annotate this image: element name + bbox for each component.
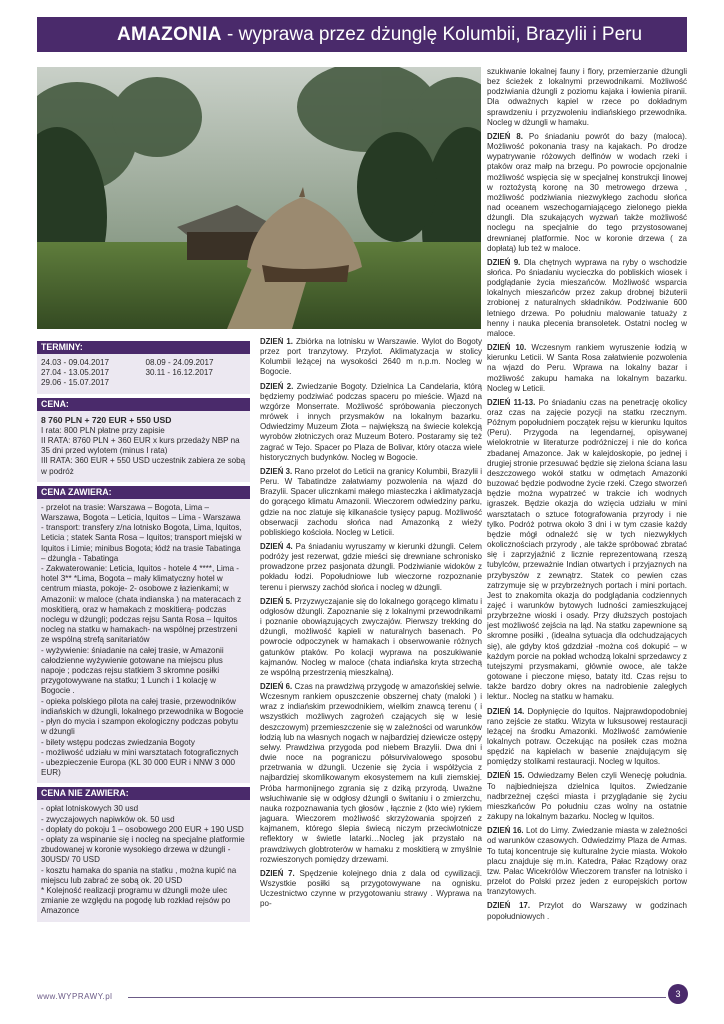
- day-label: DZIEŃ 17.: [487, 901, 530, 911]
- day-text: Dopłynięcie do Iquitos. Najprawdopodobniej rano zejście ze statku. Wizyta w luksusowej restauracji leżącej na środku Amazonki. Możliwość zamówienie lokalnych potraw. Oczekując na posiłek czas można spędzić na kąpielach w basenie znajdującym się pomiędzy stolikami restauracji. Nocleg w Iquitos.: [487, 706, 687, 767]
- day-paragraph: [487, 67, 687, 128]
- day-label: DZIEŃ 7.: [260, 868, 295, 878]
- page-header: [37, 17, 687, 52]
- day-label: DZIEŃ 9.: [487, 257, 521, 267]
- day-paragraph: [260, 337, 482, 378]
- day-text: Przyzwyczajanie się do lokalnego gorącego klimatu i odgłosów dżungli. Zapoznanie się z lokalnymi przewodnikami i poznanie obowiązujących zwyczajów. Pierwszy trekking do dżungli, możliwość kąpieli w naturalnych basenach. Po powrocie odpoczynek w hamakach i obserwowanie różnych gatunków ptaków. Po kolacji wyprawa na poszukiwanie kajmanów. Nocleg w maloce (chata indiańska kryta strzechą ze wspólną przestrzenią mieszkalną).: [260, 596, 482, 677]
- nie-zawiera-list: [37, 800, 250, 921]
- day-label: DZIEŃ 2.: [260, 381, 294, 391]
- date-item: 08.09 - 24.09.2017: [145, 358, 214, 367]
- day-text: Odwiedzamy Belen czyli Wenecję południa. To najbiedniejsza dzielnica Iquitos. Zwiedzanie nadbrzeżnej części miasta i przyglądanie się życiu mieszkańców Po południu czas wolny na ostatnie zakupy na lokalnym bazarku. Nocleg w Iquitos.: [487, 771, 687, 822]
- day-paragraph: [260, 597, 482, 678]
- day-label: DZIEŃ 3.: [260, 466, 293, 476]
- zawiera-list: [37, 499, 250, 783]
- day-label: DZIEŃ 11-13.: [487, 397, 536, 407]
- day-paragraph: [260, 382, 482, 463]
- list-item: - Zakwaterowanie: Leticia, Iquitos - hotele 4 ****, Lima - hotel 3** *Lima, Bogota – mały klimatyczny hotel w centrum miasta, pokoje- 2- osobowe z łazienkami; w Amazonii: w maloce (chata indianska ) na materacach z moskitierą, oraz w hamakach z moskitierą- podczas noclegu w dżungli; podczas rejsu Santa Rosa – Iquitos nocleg na statku w hamakach- na wspólnej przestrzeni ze wspólną strefą sanitariatów: [41, 564, 242, 645]
- day-text: Czas na prawdziwą przygodę w amazońskiej selwie. Wczesnym rankiem opuszczenie obszernej chaty (maloki ) i wraz z indiańskim przewodnikiem, wielkim znawcą terenu ( i wszystkich możliwych zagrożeń czających się w lesie deszczowym) przemieszczenie się w zależności od warunków łodzią lub na własnych nogach w najbardziej dziewicze ostępy selwy. Prawdziwa przygoda pod niebem Brazylii. Dwa dni i dwie noce na pograniczu półsurvivalowego sposobu przetrwania w dżungli. Uczenie się życia i współżycia z najbardziej skomlikowanym ekosystemem na kuli ziemskiej. Próba harmonijnego zgrania się z dziką przyrodą. Uważne wsłuchiwanie się w odgłosy dżungli o świtaniu i o zmierzchu, nauka rozpoznawania tych głosów , łącznie z (kto wie) rykiem jaguara. Wieczorem możliwość skrzyżowania spojrzeń z kajmanem, którego ślepia świecą niczym przeciwlotnicze reflektory w świetle latarki…Nocleg jak przystało na prawdziwych globtroterów w hamaku z moskitierą w zmyślnie rozwieszonych pomiędzy drzewami.: [260, 682, 482, 864]
- date-item: 30.11 - 16.12.2017: [145, 368, 213, 378]
- dates-left-column: [41, 358, 142, 389]
- day-label: DZIEŃ 10.: [487, 343, 527, 353]
- list-item: * Kolejność realizacji programu w dżungli może ulec zmianie ze względu na pogodę lub rozkład rejsów po Amazonce: [41, 885, 231, 916]
- footer-site[interactable]: www.WYPRAWY.pl: [37, 992, 113, 1001]
- date-item: 24.03 - 09.04.2017: [41, 358, 109, 367]
- day-label: DZIEŃ 4.: [260, 541, 293, 551]
- day-label: DZIEŃ 15.: [487, 771, 525, 781]
- list-item: - transport: transfery z/na lotnisko Bogota, Lima, Iquitos, Leticia ; statek Santa Rosa – Iquitos; transport miejski w Iquitos i Limie; minibus Bogota; łódź na trasie Tabatinga – dżungla - Tabatinga: [41, 523, 242, 563]
- list-item: - możliwość udziału w mini warsztatach fotograficznych: [41, 747, 239, 757]
- price-box: [37, 411, 250, 482]
- day-paragraph: [260, 542, 482, 593]
- dates-right-column: [146, 358, 247, 389]
- footer-divider: [128, 997, 666, 998]
- list-item: - bilety wstępu podczas zwiedzania Bogoty: [41, 737, 195, 747]
- day-text: Zwiedzanie Bogoty. Dzielnica La Candelaria, którą będziemy podziwiać podczas spaceru po mieście. Wjazd na wzgórze Monserrate. Możliwość spróbowania pieczonych mrówek i innych przysmaków na lokalnym bazarku. Odwiedzimy Muzeum Złota – największą na świecie kolekcją wyrobów złotniczych oraz Muzeum Botero. Postaramy się też zagrać w Tejo. Spacer po Plaza de Bolivar, który otacza wiele historycznych budynków. Nocleg w Bogocie.: [260, 381, 482, 462]
- day-paragraph: [260, 682, 482, 865]
- jungle-maloca-photo: [37, 67, 481, 329]
- day-label: DZIEŃ 5.: [260, 596, 293, 606]
- day-text: Spędzenie kolejnego dnia z dala od cywilizacji. Wszystkie posiłki są przygotowywane na ognisku. Uczestnictwo czynne w przygotowaniu strawy . Wyprawa na po-: [260, 868, 482, 909]
- day-paragraph: [487, 258, 687, 339]
- dates-box: [37, 354, 250, 394]
- list-item: - opieka polskiego pilota na całej trasie, przewodników indiańskich w dżungli, lokalnego przewodnika w Bogocie: [41, 696, 244, 716]
- day-text: Dla chętnych wyprawa na ryby o wschodzie słońca. Po śniadaniu wycieczka do pobliskich wiosek i podglądanie życia mieszańców. Możliwość wsparcia lokalnych mieszańców przez zakup drobnej biżuterii zrobionej z naturalnych składników. Podziwanie 600 letniego drzewa. Po południu malowanie tatuaży z henny i nauka plecenia bransoletek. Ostatni nocleg w maloce.: [487, 257, 687, 338]
- day-label: DZIEŃ 16.: [487, 826, 524, 836]
- page-number: 3: [668, 984, 688, 1004]
- day-text: Po śniadaniu powrót do bazy (maloca). Możliwość pokonania trasy na kajakach. Po drodze wypatrywanie różowych delfinów w wodach rzeki i ptaków oraz małp na brzegu. Po powrocie opcjonalnie możliwość wspięcia się w specjalnej konstrukcji linowej w roztożystą koronę na 30 metrowego drzewa , możliwość podziwiania niezwykłego zachodu słońca nad oceanem wszechogarniającego zielonego piekła dżungli. Dla szukających wyzwań także możliwość noclegu na specjalnie do tego przystosowanej drewnianej platformie. Noc w koronie drzewa ( za dopłatą) lub też w maloce.: [487, 131, 687, 253]
- day-text: Przylot do Warszawy w godzinach popołudniowych .: [487, 901, 687, 921]
- date-item: 29.06 - 15.07.2017: [41, 378, 109, 388]
- price-main: 8 760 PLN + 720 EUR + 550 USD: [41, 414, 172, 425]
- list-item: - ubezpieczenie Europa (KL 30 000 EUR i NNW 3 000 EUR): [41, 757, 236, 778]
- list-item: - zwyczajowych napiwków ok. 50 usd: [41, 814, 175, 824]
- list-item: - opłaty za wspinanie się i nocleg na specjalne platformie zbudowanej w koronie wysokiego drzewa w dżungli - 30USD/ 70 USD: [41, 834, 245, 865]
- itinerary-column-1: [260, 337, 482, 992]
- price-line: II RATA: 8760 PLN + 360 EUR x kurs przedaży NBP na 35 dni przed wylotem (minus I rata): [41, 436, 240, 456]
- zawiera-heading: CENA ZAWIERA:: [37, 486, 250, 499]
- cena-heading: CENA:: [37, 398, 250, 411]
- day-paragraph: [487, 398, 687, 703]
- day-paragraph: [487, 771, 687, 822]
- price-line: I rata: 800 PLN płatne przy zapisie: [41, 425, 165, 435]
- title-bold: AMAZONIA: [117, 24, 222, 45]
- title-rest: - wyprawa przez dżunglę Kolumbii, Brazylii i Peru: [221, 24, 643, 45]
- itinerary-column-2: [487, 67, 687, 992]
- price-line: III RATA: 360 EUR + 550 USD uczestnik zabiera ze sobą w podróż: [41, 456, 246, 476]
- list-item: - wyżywienie: śniadanie na całej trasie, w Amazonii całodzienne wyżywienie gotowane na miejscu plus napoje ; podczas rejsu statkiem 3 skromne posiłki przygotowywane na statku; 1 Lunch i 1 kolację w Bogocie .: [41, 645, 224, 696]
- day-label: DZIEŃ 1.: [260, 337, 293, 346]
- day-text: Pa śniadaniu wyruszamy w kierunki dżungli. Celem podróży jest rezerwat, gdzie mieści się drewniane schronisko prowadzone przez pasjonata dżungli. Podziwianie widoków z pokładu łodzi. Popołudniowe lub wieczorne rozpoznanie terenu i pierwszy zachód słońca i nocleg w dżungli.: [260, 541, 482, 592]
- day-text: Zbiórka na lotnisku w Warszawie. Wylot do Bogoty przez port tranzytowy. Przylot. Aklimatyzacja w stolicy Kolumbii leżącej na wysokości 2640 m n.p.m. Nocleg w Bogocie.: [260, 337, 482, 377]
- terminy-heading: TERMINY:: [37, 341, 250, 354]
- day-label: DZIEŃ 6.: [260, 682, 293, 691]
- list-item: - dopłaty do pokoju 1 – osobowego 200 EUR + 190 USD: [41, 824, 244, 834]
- day-paragraph: [487, 132, 687, 254]
- nie-zawiera-heading: CENA NIE ZAWIERA:: [37, 787, 250, 800]
- day-paragraph: [487, 826, 687, 897]
- day-text: Rano przelot do Leticii na granicy Kolumbii, Brazylii i Peru. W Tabatindze załatwiamy pozwolenia na wjazd do Brazylii. Spacer ulicznkami małego miasteczka i aklimatyzacja do gorącego klimatu Amazonii. Wieczorem odwiedziny parku, gdzie na noc zlatuje się kilkanaście tysięcy papug. Możliwość obserwacji zachodu słońca nad Amazonką z wieży pobliskiego kościoła. Nocleg w Leticii.: [260, 466, 482, 537]
- list-item: - płyn do mycia i szampon ekologiczny podczas pobytu w dżungli: [41, 717, 239, 737]
- day-paragraph: [260, 467, 482, 538]
- day-label: DZIEŃ 8.: [487, 131, 523, 141]
- day-text: Po śniadaniu czas na penetrację okolicy oraz czas na zajęcie pozycji na statku rzecznym. Późnym popołudniem początek rejsu w kierunku Iquitos (Peru). Przygoda na legendarnej, opisywanej wielokrotnie w literaturze podróżniczej i nie do końca zbadanej Amazonce. Jak w kalejdoskopie, po jednej i drugiej stronie przesuwać będzie się zielona ściana lasu deszczowego wokół statku w odmętach Amazonki buzować będzie podwodne życie rzeki. Czego stworzeń będzie można wypatrzeć w trakcie ich wodnych igraszek. Będzie okazja do wzięcia udziału w mini warsztatach o sztuce fotografowania przyrody i nie tylko. Podróż potrwa około 3 dni i w tym czasie każdy będzie mógł odnaleźć się w tych niezwykłych okolicznościach przyrody , ale także spróbować zbratać się i zaprzyjaźnić z licznie reprezentowaną rzeszą tubylców, przeważnie Indian otwartych i przyjaznych na przybyszów z zewnątrz. Statek co pewien czas zatrzymuje się w przybrzeżnych portach i mini portach. Jest to znakomita okazja do podglądania codziennych zajęć i warunków bytowych ludności zamieszkującej przybrzeżne wioski i osady. Przy dłuższych postojach jest możliwość zejścia na ląd. Na statku zapewnione są skromne posiłki , (idealna sytuacja dla odchudzających się), ale gdyby ktoś gdzdział -można coś dokupić – w każdym porcie na pokład wchodzą lokalni sprzedawcy z tutejszymi przysmakami, głównie owoce, ale także gotowane i pieczone mięso, bataty itd. Czas rejsu to także bardzo dobry okres na nadrobienie zaległych lektur.. Nocleg na statku w hamaku.: [487, 397, 687, 702]
- list-item: - kosztu hamaka do spania na statku , można kupić na miejscu lub zabrać ze sobą ok. 20 USD: [41, 865, 237, 885]
- day-text: szukiwanie lokalnej fauny i flory, przemierzanie dżungli bez ścieżek z lokalnymi przewodnikami. Możliwość podziwiania dżungli z poziomu kajaka i łowienia piranii. Dla odważnych kąpiel w rzece po dokładnym sprawdzeniu i przyzwoleniu indiańskiego przewodnika. Nocleg w dżungli w hamaku.: [487, 67, 687, 127]
- day-paragraph: [260, 869, 482, 910]
- day-paragraph: [487, 901, 687, 921]
- list-item: - przelot na trasie: Warszawa – Bogota, Lima – Warszawa, Bogota – Leticia, Iquitos – Lima - Warszawa: [41, 502, 241, 523]
- day-label: DZIEŃ 14.: [487, 706, 525, 716]
- list-item: - opłat lotniskowych 30 usd: [41, 804, 139, 814]
- day-text: Lot do Limy. Zwiedzanie miasta w zależności od warunków czasowych. Odwiedzimy Plaza de Armas. To tutaj koncentruje się kulturalne życie miasta. Wokoło placu znajduje się m.in. Katedra, Pałac Rządowy oraz tzw. Pałac Wicekrólów Wieczorem transfer na lotnisko i przelot do Polski przez jeden z europejskich portow tranzytowych.: [487, 826, 687, 897]
- day-paragraph: [487, 343, 687, 394]
- day-paragraph: [487, 707, 687, 768]
- day-text: Wczesnym rankiem wyruszenie łodzią w kierunku Leticii. W Santa Rosa załatwienie pozwolenia na wjazd do Peru. Wprawa na lokalny bazar i możliwość zakupu hamaka na lokalnym bazarku. Nocleg w Leticii.: [487, 343, 687, 393]
- sidebar: [37, 337, 250, 922]
- date-item: 27.04 - 13.05.2017: [41, 368, 109, 378]
